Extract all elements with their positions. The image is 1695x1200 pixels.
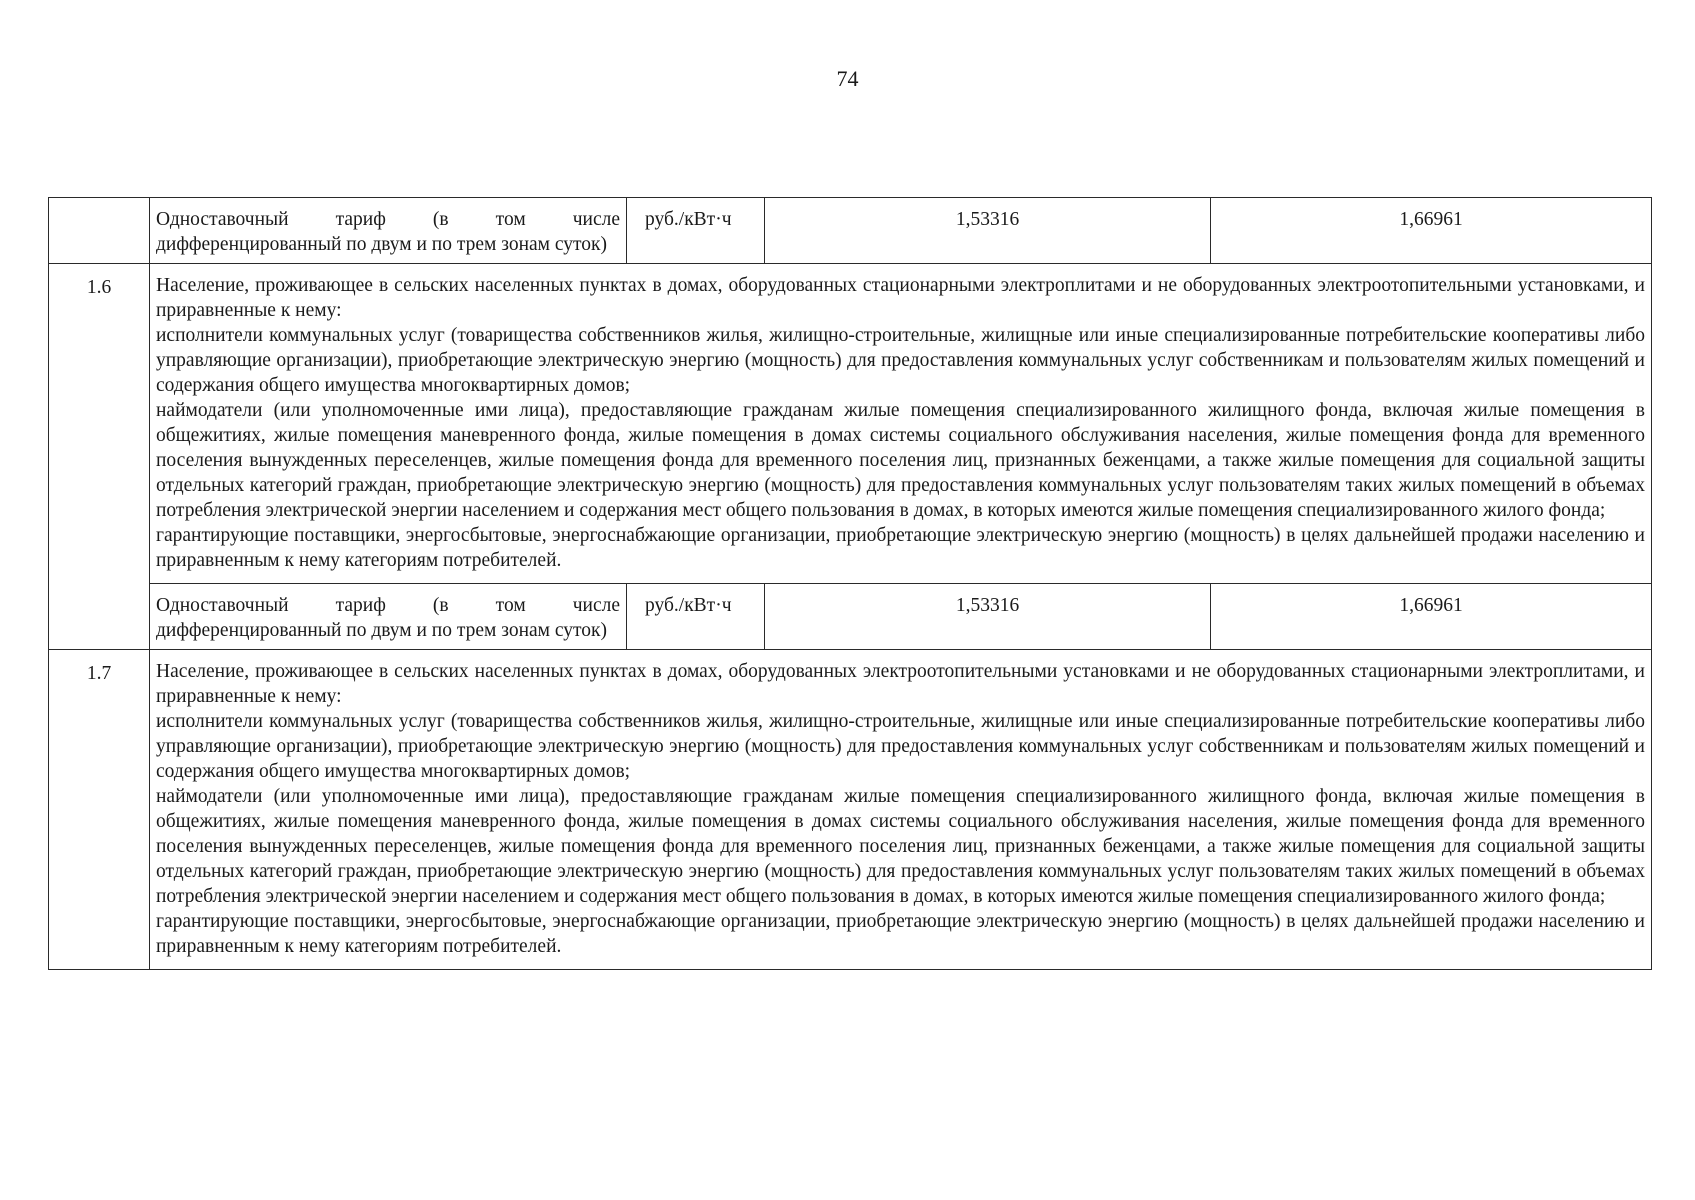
tariff-value-1: 1,53316 bbox=[765, 198, 1211, 264]
tariff-name: Одноставочный тариф (в том числе дифференцированный по двум и по трем зонам суток) bbox=[150, 584, 627, 650]
description-paragraph: наймодатели (или уполномоченные ими лица), предоставляющие гражданам жилые помещения специализированного жилищного фонда, включая жилые помещения в общежитиях, жилые помещения маневренного фонда, жилые помещения в домах системы социального обслуживания населения, жилые помещения фонда для временного поселения вынужденных переселенцев, жилые помещения фонда для временного поселения лиц, признанных беженцами, а также жилые помещения для социальной защиты отдельных категорий граждан, приобретающие электрическую энергию (мощность) для предоставления коммунальных услуг пользователям таких жилых помещений в объемах потребления электрической энергии населением и содержания мест общего пользования в домах, в которых имеются жилые помещения специализированного жилого фонда; bbox=[156, 786, 1645, 907]
row-number bbox=[49, 198, 150, 264]
row-number: 1.6 bbox=[49, 264, 150, 650]
table-row bbox=[49, 198, 1652, 264]
table-row bbox=[49, 264, 1652, 584]
tariff-value-1: 1,53316 bbox=[765, 584, 1211, 650]
description-paragraph: исполнители коммунальных услуг (товарищества собственников жилья, жилищно-строительные, жилищные или иные специализированные потребительские кооперативы либо управляющие организации), приобретающие электрическую энергию (мощность) для предоставления коммунальных услуг собственникам и пользователям жилых помещений и содержания общего имущества многоквартирных домов; bbox=[156, 325, 1645, 396]
description-paragraph: исполнители коммунальных услуг (товарищества собственников жилья, жилищно-строительные, жилищные или иные специализированные потребительские кооперативы либо управляющие организации), приобретающие электрическую энергию (мощность) для предоставления коммунальных услуг собственникам и пользователям жилых помещений и содержания общего имущества многоквартирных домов; bbox=[156, 711, 1645, 782]
tariff-table bbox=[48, 197, 1652, 970]
row-number: 1.7 bbox=[49, 650, 150, 970]
category-description bbox=[150, 650, 1652, 970]
description-paragraph: Население, проживающее в сельских населенных пунктах в домах, оборудованных электроотопительными установками и не оборудованных стационарными электроплитами, и приравненные к нему: bbox=[156, 661, 1645, 707]
page-number: 74 bbox=[836, 66, 859, 91]
table-row bbox=[49, 584, 1652, 650]
description-paragraph: гарантирующие поставщики, энергосбытовые, энергоснабжающие организации, приобретающие электрическую энергию (мощность) в целях дальнейшей продажи населению и приравненным к нему категориям потребителей. bbox=[156, 525, 1645, 571]
category-description bbox=[150, 264, 1652, 584]
description-paragraph: гарантирующие поставщики, энергосбытовые, энергоснабжающие организации, приобретающие электрическую энергию (мощность) в целях дальнейшей продажи населению и приравненным к нему категориям потребителей. bbox=[156, 911, 1645, 957]
tariff-name: Одноставочный тариф (в том числе дифференцированный по двум и по трем зонам суток) bbox=[150, 198, 627, 264]
tariff-unit: руб./кВт·ч bbox=[627, 198, 765, 264]
table-row bbox=[49, 650, 1652, 970]
tariff-value-2: 1,66961 bbox=[1211, 584, 1652, 650]
tariff-unit: руб./кВт·ч bbox=[627, 584, 765, 650]
description-paragraph: наймодатели (или уполномоченные ими лица), предоставляющие гражданам жилые помещения специализированного жилищного фонда, включая жилые помещения в общежитиях, жилые помещения маневренного фонда, жилые помещения в домах системы социального обслуживания населения, жилые помещения фонда для временного поселения вынужденных переселенцев, жилые помещения фонда для временного поселения лиц, признанных беженцами, а также жилые помещения для социальной защиты отдельных категорий граждан, приобретающие электрическую энергию (мощность) для предоставления коммунальных услуг пользователям таких жилых помещений в объемах потребления электрической энергии населением и содержания мест общего пользования в домах, в которых имеются жилые помещения специализированного жилого фонда; bbox=[156, 400, 1645, 521]
description-paragraph: Население, проживающее в сельских населенных пунктах в домах, оборудованных стационарными электроплитами и не оборудованных электроотопительными установками, и приравненные к нему: bbox=[156, 275, 1645, 321]
tariff-value-2: 1,66961 bbox=[1211, 198, 1652, 264]
